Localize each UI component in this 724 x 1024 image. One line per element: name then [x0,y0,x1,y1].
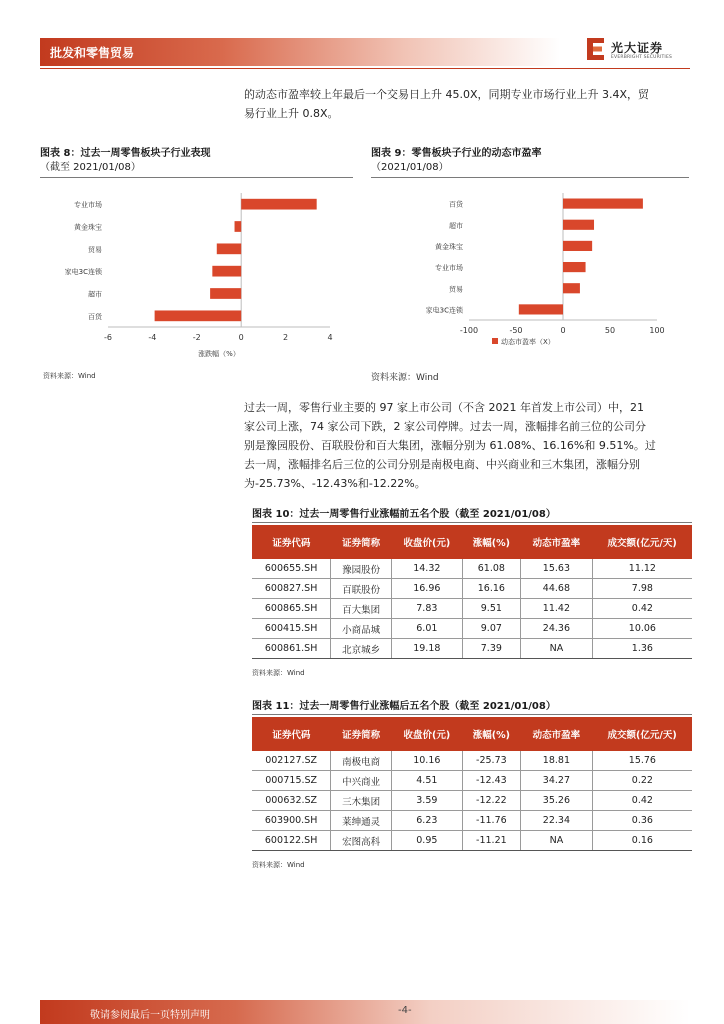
table-cell: 61.08 [462,559,520,579]
table-cell: 三木集团 [331,791,392,811]
table-cell: 6.01 [392,619,463,639]
table-cell: 0.42 [592,599,692,619]
table-row [252,771,692,791]
table-row [252,791,692,811]
category-label: 黄金珠宝 [74,223,102,232]
table-cell: NA [521,639,593,659]
bar [241,199,316,210]
tick-label: -50 [509,326,523,335]
table-cell: -12.43 [462,771,520,791]
column-header: 动态市盈率 [521,717,593,751]
table-cell: 11.12 [592,559,692,579]
table11 [252,717,692,851]
table-cell: 莱绅通灵 [331,811,392,831]
table-cell: 0.22 [592,771,692,791]
column-header: 收盘价(元) [392,525,463,559]
table-cell: 宏图高科 [331,831,392,851]
table-cell: 10.06 [592,619,692,639]
table-cell: 16.96 [392,579,463,599]
table-cell: 600861.SH [252,639,331,659]
column-header: 成交额(亿元/天) [592,717,692,751]
fig8-rule [40,177,353,178]
table-cell: 600655.SH [252,559,331,579]
x-axis-label: 涨跌幅（%） [198,350,240,358]
table-row [252,579,692,599]
column-header: 涨幅(%) [462,717,520,751]
tick-label: -4 [148,333,157,342]
table-row [252,599,692,619]
table-row [252,559,692,579]
bar [210,288,241,299]
tick-label: 2 [283,333,289,342]
category-label: 超市 [449,221,463,230]
paragraph-line: 为-25.73%、-12.43%和-12.22%。 [244,477,426,490]
table-cell: 000715.SZ [252,771,331,791]
fig8-subtitle: （截至 2021/01/08） [40,162,141,173]
table11-title: 图表 11：过去一周零售行业涨幅后五名个股（截至 2021/01/08） [252,701,556,712]
category-label: 百货 [88,312,102,321]
bar [212,266,241,277]
table-cell: 中兴商业 [331,771,392,791]
logo-subtext: EVERBRIGHT SECURITIES [611,55,673,60]
fig9-source: 资料来源：Wind [371,373,439,383]
footer-disclaimer: 敬请参阅最后一页特别声明 [90,1010,210,1021]
table-cell: 600122.SH [252,831,331,851]
fig8-source: 资料来源：Wind [43,372,96,380]
paragraph-line: 过去一周，零售行业主要的 97 家上市公司（不含 2021 年首发上市公司）中，21 [244,401,644,414]
table-cell: 7.83 [392,599,463,619]
table-cell: 11.42 [521,599,593,619]
table-cell: 10.16 [392,751,463,771]
tick-label: -6 [104,333,112,342]
bar [155,310,242,321]
section-title: 批发和零售贸易 [50,46,135,60]
table-cell: 600415.SH [252,619,331,639]
table-cell: 19.18 [392,639,463,659]
bar [235,221,242,232]
table10-rule [252,522,692,523]
table-row [252,811,692,831]
table-cell: 600865.SH [252,599,331,619]
fig8-title: 图表 8：过去一周零售板块子行业表现 [40,148,211,159]
table-cell: 14.32 [392,559,463,579]
column-header: 成交额(亿元/天) [592,525,692,559]
table-cell: 600827.SH [252,579,331,599]
table-cell: 0.42 [592,791,692,811]
bar [563,220,594,230]
table-cell: 24.36 [521,619,593,639]
table-cell: 小商品城 [331,619,392,639]
table10-title: 图表 10：过去一周零售行业涨幅前五名个股（截至 2021/01/08） [252,509,556,520]
table-row [252,751,692,771]
table-cell: -25.73 [462,751,520,771]
column-header: 收盘价(元) [392,717,463,751]
table-row [252,639,692,659]
fig9-chart [371,185,691,365]
table-cell: 6.23 [392,811,463,831]
table-cell: 9.07 [462,619,520,639]
table-row [252,831,692,851]
table-cell: 18.81 [521,751,593,771]
table-cell: 34.27 [521,771,593,791]
paragraph-line: 易行业上升 0.8X。 [244,107,339,120]
table-cell: 7.39 [462,639,520,659]
header-divider [40,68,690,69]
table-cell: 15.63 [521,559,593,579]
company-logo [585,36,695,66]
table-cell: NA [521,831,593,851]
table-cell: 35.26 [521,791,593,811]
table-cell: 0.16 [592,831,692,851]
table11-rule [252,714,692,715]
table-cell: 南极电商 [331,751,392,771]
column-header: 动态市盈率 [521,525,593,559]
category-label: 黄金珠宝 [435,242,463,251]
table10 [252,525,692,659]
tick-label: 50 [604,326,616,335]
tick-label: -100 [459,326,479,335]
column-header: 证券代码 [252,525,331,559]
fig9-rule [371,177,689,178]
table-cell: 44.68 [521,579,593,599]
tick-label: 0 [238,333,244,342]
table-cell: 15.76 [592,751,692,771]
paragraph-line: 的动态市盈率较上年最后一个交易日上升 45.0X，同期专业市场行业上升 3.4X，贸 [244,88,650,101]
legend-label: 动态市盈率（X） [501,338,555,346]
logo-text: 光大证券 [611,41,664,55]
table-cell: 16.16 [462,579,520,599]
page-number: -4- [398,1005,412,1016]
tick-label: 0 [560,326,566,335]
table-cell: 7.98 [592,579,692,599]
category-label: 家电3C连锁 [425,306,463,315]
table-cell: 1.36 [592,639,692,659]
tick-label: 4 [327,333,333,342]
table-cell: 603900.SH [252,811,331,831]
table-cell: 0.95 [392,831,463,851]
tick-label: 100 [649,326,665,335]
table-cell: 0.36 [592,811,692,831]
table-cell: -12.22 [462,791,520,811]
bar [563,199,643,209]
fig8-chart [40,185,360,365]
column-header: 涨幅(%) [462,525,520,559]
legend-swatch [492,338,498,344]
category-label: 超市 [88,290,102,299]
table-cell: 002127.SZ [252,751,331,771]
category-label: 家电3C连锁 [64,268,102,277]
paragraph-line: 家公司上涨，74 家公司下跌，2 家公司停牌。过去一周，涨幅排名前三位的公司分 [244,420,646,433]
bar [563,283,580,293]
logo-mark-icon [585,36,607,62]
table11-source: 资料来源：Wind [252,861,305,869]
bar [563,262,586,272]
table-cell: 22.34 [521,811,593,831]
fig9-subtitle: （2021/01/08） [371,162,449,173]
table-cell: 百大集团 [331,599,392,619]
table-cell: -11.21 [462,831,520,851]
paragraph-line: 别是豫园股份、百联股份和百大集团，涨幅分别为 61.08%、16.16%和 9.51%。过 [244,439,656,452]
tick-label: -2 [192,333,201,342]
table-header-row [252,525,692,559]
table-cell: 3.59 [392,791,463,811]
bar [519,304,563,314]
category-label: 贸易 [449,285,463,294]
table-cell: 4.51 [392,771,463,791]
category-label: 贸易 [88,245,102,254]
bar [563,241,592,251]
table-cell: 百联股份 [331,579,392,599]
table-header-row [252,717,692,751]
body-paragraph [244,398,689,493]
fig9-title: 图表 9：零售板块子行业的动态市盈率 [371,148,542,159]
paragraph-line: 去一周，涨幅排名后三位的公司分别是南极电商、中兴商业和三木集团，涨幅分别 [244,458,640,471]
column-header: 证券代码 [252,717,331,751]
column-header: 证券简称 [331,717,392,751]
table-cell: 豫园股份 [331,559,392,579]
table-cell: 000632.SZ [252,791,331,811]
table10-source: 资料来源：Wind [252,669,305,677]
table-cell: 9.51 [462,599,520,619]
bar [217,243,241,254]
category-label: 专业市场 [435,264,463,273]
table-cell: 北京城乡 [331,639,392,659]
column-header: 证券简称 [331,525,392,559]
category-label: 百货 [449,200,463,209]
table-cell: -11.76 [462,811,520,831]
table-row [252,619,692,639]
intro-paragraph [244,85,689,123]
category-label: 专业市场 [74,201,102,210]
